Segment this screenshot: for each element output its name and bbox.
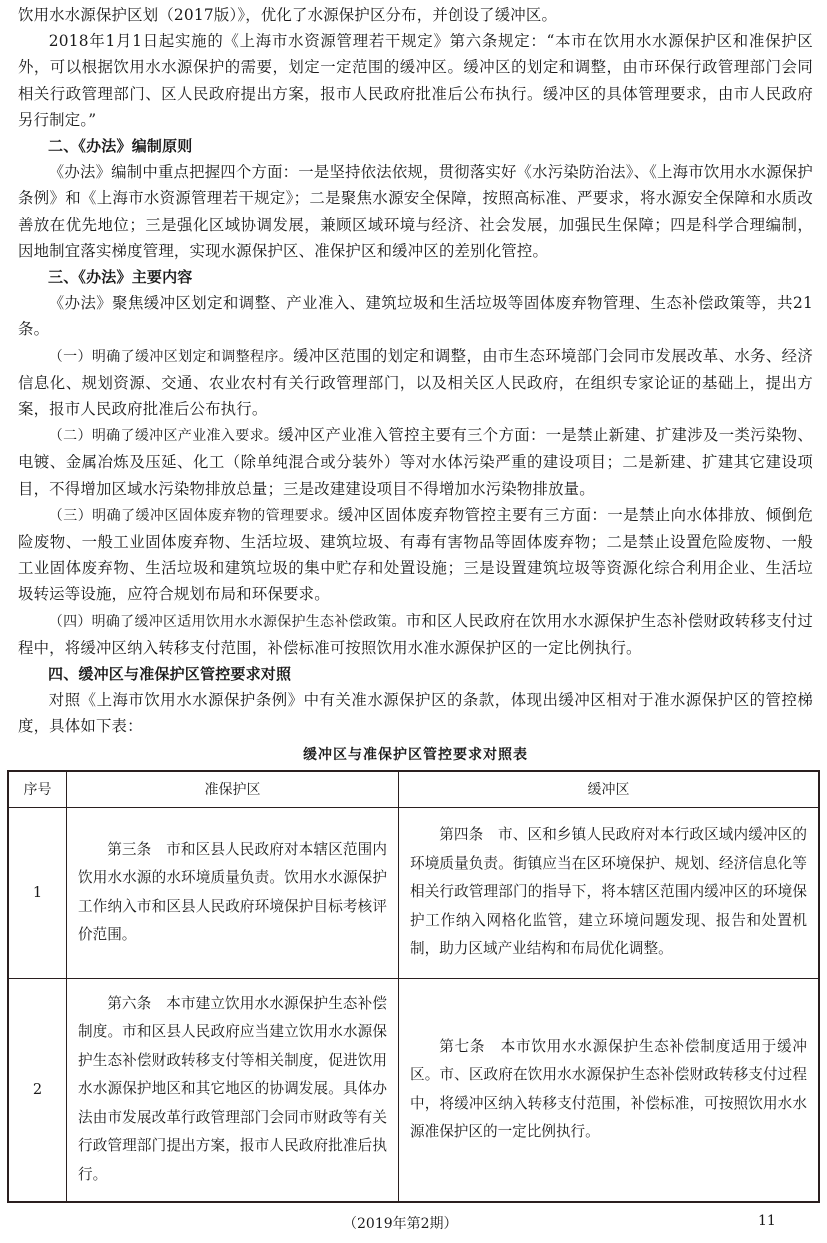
- paragraph-principles: 《办法》编制中重点把握四个方面：一是坚持依法依规，贯彻落实好《水污染防治法》、《上海市饮用水水源保护条例》和《上海市水资源管理若干规定》；二是聚焦水源安全保障，按照高标准、严要求，将水源安全保障和水质改善放在优先地位；三是强化区域协调发展，兼顾区域环境与经济、社会发展，加强民生保障；四是科学合理编制，因地制宜落实梯度管理，实现水源保护区、准保护区和缓冲区的差别化管控。: [18, 163, 813, 260]
- item-lead: （三）明确了缓冲区固体废弃物的管理要求。: [48, 507, 338, 524]
- header-quasi-protection-zone: 准保护区: [67, 771, 399, 808]
- article-text: 第六条 本市建立饮用水水源保护生态补偿制度。市和区县人民政府应当建立饮用水水源保护生态补偿财政转移支付等相关制度，促进饮用水水源保护地区和其它地区的协调发展。具体办法由市发展改革行政管理部门会同市财政等有关行政管理部门提出方案，报市人民政府批准后执行。: [78, 994, 387, 1183]
- table-row: [8, 807, 819, 978]
- table-caption: 缓冲区与准保护区管控要求对照表: [303, 746, 528, 763]
- item-text: 缓冲区产业准入管控主要有三个方面：一是禁止新建、扩建涉及一类污染物、电镀、金属冶炼及压延、化工（除单纯混合或分装外）等对水体污染严重的建设项目；二是新建、扩建其它建设项目，不得增加区域水污染物排放总量；三是改建建设项目不得增加水污染物排放量。: [18, 426, 813, 498]
- item-text: 市和区人民政府在饮用水水源保护生态补偿财政转移支付过程中，将缓冲区纳入转移支付范围，补偿标准可按照饮用水准水源保护区的一定比例执行。: [18, 611, 813, 657]
- paragraph-item-4: [18, 608, 813, 661]
- page-footer: [0, 1213, 827, 1243]
- cell-quasi-protection-zone: [67, 978, 399, 1202]
- paragraph-item-3: [18, 502, 813, 608]
- issue-label: （2019年第2期）: [343, 1215, 458, 1232]
- header-buffer-zone: 缓冲区: [399, 771, 820, 808]
- item-text: 缓冲区固体废弃物管控主要有三方面：一是禁止向水体排放、倾倒危险废物、一般工业固体废弃物、生活垃圾、建筑垃圾、有毒有害物品等固体废弃物；二是禁止设置危险废物、一般工业固体废弃物、生活垃圾和建筑垃圾的集中贮存和处置设施；三是设置建筑垃圾等资源化综合利用企业、生活垃圾转运等设施，应符合规划布局和环保要求。: [18, 505, 813, 604]
- paragraph-regulation-quote: 2018年1月1日起实施的《上海市水资源管理若干规定》第六条规定：“本市在饮用水水源保护区和准保护区外，可以根据饮用水水源保护的需要，划定一定范围的缓冲区。缓冲区的划定和调整，由市环保行政管理部门会同相关行政管理部门、区人民政府提出方案，报市人民政府批准后公布执行。缓冲区的具体管理要求，由市人民政府另行制定。”: [18, 32, 813, 129]
- article-text: 第七条 本市饮用水水源保护生态补偿制度适用于缓冲区。市、区政府在饮用水水源保护生态补偿财政转移支付过程中，将缓冲区纳入转移支付范围，补偿标准，可按照饮用水水源准保护区的一定比例执行。: [410, 1037, 807, 1141]
- paragraph-contents-summary: 《办法》聚焦缓冲区划定和调整、产业准入、建筑垃圾和生活垃圾等固体废弃物管理、生态补偿政策等，共21条。: [18, 294, 813, 339]
- cell-quasi-protection-zone: [67, 807, 399, 978]
- table-row: [8, 978, 819, 1202]
- section-heading-principles: 二、《办法》编制原则: [48, 137, 193, 156]
- article-text: 第三条 市和区县人民政府对本辖区范围内饮用水水源的水环境质量负责。饮用水水源保护工作纳入市和区县人民政府环境保护目标考核评价范围。: [78, 840, 387, 944]
- paragraph-continuation: 饮用水水源保护区划（2017版）》，优化了水源保护区分布，并创设了缓冲区。: [18, 6, 558, 24]
- paragraph-item-2: [18, 422, 813, 502]
- item-lead: （一）明确了缓冲区划定和调整程序。: [48, 348, 294, 365]
- table-header-row: [8, 771, 819, 808]
- cell-buffer-zone: [399, 807, 820, 978]
- row-number: 1: [8, 807, 67, 978]
- header-no: 序号: [8, 771, 67, 808]
- comparison-table: [7, 770, 820, 1203]
- cell-buffer-zone: [399, 978, 820, 1202]
- section-heading-comparison: 四、缓冲区与准保护区管控要求对照: [48, 665, 292, 684]
- paragraph-comparison-intro: 对照《上海市饮用水水源保护条例》中有关准水源保护区的条款，体现出缓冲区相对于准水源保护区的管控梯度，具体如下表：: [18, 691, 813, 736]
- section-heading-contents: 三、《办法》主要内容: [48, 268, 193, 287]
- item-text: 缓冲区范围的划定和调整，由市生态环境部门会同市发展改革、水务、经济信息化、规划资源、交通、农业农村有关行政管理部门，以及相关区人民政府，在组织专家论证的基础上，提出方案，报市人民政府批准后公布执行。: [18, 346, 813, 419]
- item-lead: （四）明确了缓冲区适用饮用水水源保护生态补偿政策。: [48, 613, 406, 630]
- item-lead: （二）明确了缓冲区产业准入要求。: [48, 428, 279, 445]
- article-text: 第四条 市、区和乡镇人民政府对本行政区域内缓冲区的环境质量负责。街镇应当在区环境保护、规划、经济信息化等相关行政管理部门的指导下，将本辖区范围内缓冲区的环境保护工作纳入网格化监管，建立环境问题发现、报告和处置机制，助力区域产业结构和布局优化调整。: [410, 826, 807, 958]
- row-number: 2: [8, 978, 67, 1202]
- paragraph-item-1: [18, 343, 813, 423]
- page-number: 11: [758, 1212, 776, 1229]
